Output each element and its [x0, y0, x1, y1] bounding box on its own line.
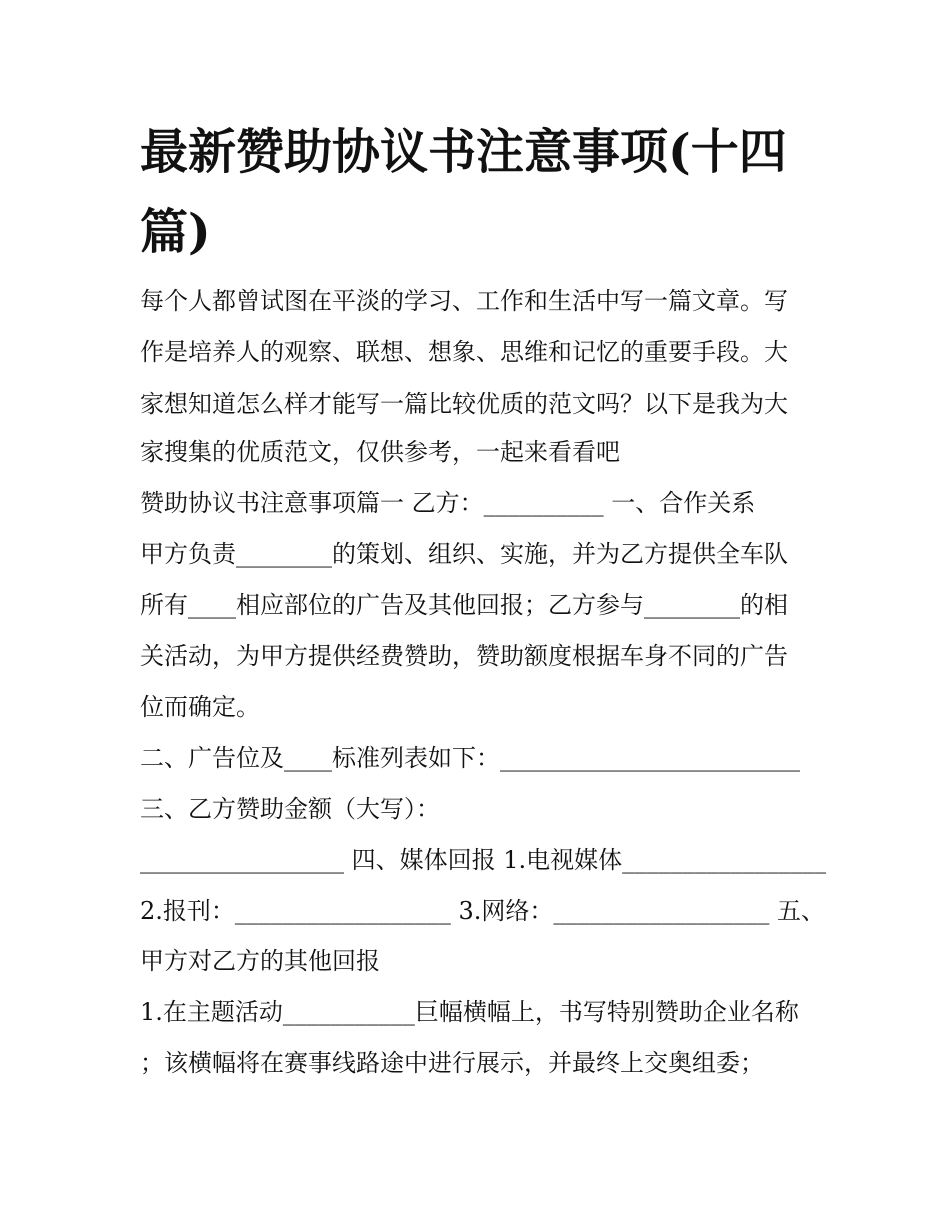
body-line: _________________ 四、媒体回报 1.电视媒体_________________ — [140, 846, 827, 874]
body-line: 家想知道怎么样才能写一篇比较优质的范文吗？以下是我为大 — [140, 390, 788, 418]
body-line: 甲方对乙方的其他回报 — [140, 947, 380, 975]
body-line: 三、乙方赞助金额（大写）： — [140, 795, 440, 823]
body-line: 位而确定。 — [140, 693, 260, 721]
body-line: 作是培养人的观察、联想、想象、思维和记忆的重要手段。大 — [140, 338, 788, 366]
body-line: 家搜集的优质范文，仅供参考，一起来看看吧 — [140, 438, 620, 466]
body-line: 所有____相应部位的广告及其他回报；乙方参与________的相 — [140, 591, 788, 619]
body-line: 2.报刊：__________________ 3.网络：__________________ 五、 — [140, 897, 826, 925]
body-line: 1.在主题活动___________巨幅横幅上，书写特别赞助企业名称 — [140, 998, 799, 1026]
body-line: ；该横幅将在赛事线路途中进行展示，并最终上交奥组委； — [140, 1049, 764, 1077]
body-line: 二、广告位及____标准列表如下：_________________________ — [140, 744, 800, 772]
document-title: 最新赞助协议书注意事项(十四篇) — [140, 124, 787, 260]
body-line: 赞助协议书注意事项篇一 乙方：__________ 一、合作关系 — [140, 489, 756, 517]
body-line: 甲方负责________的策划、组织、实施，并为乙方提供全车队 — [140, 540, 788, 568]
body-line: 关活动，为甲方提供经费赞助，赞助额度根据车身不同的广告 — [140, 642, 788, 670]
body-line: 每个人都曾试图在平淡的学习、工作和生活中写一篇文章。写 — [140, 287, 788, 315]
